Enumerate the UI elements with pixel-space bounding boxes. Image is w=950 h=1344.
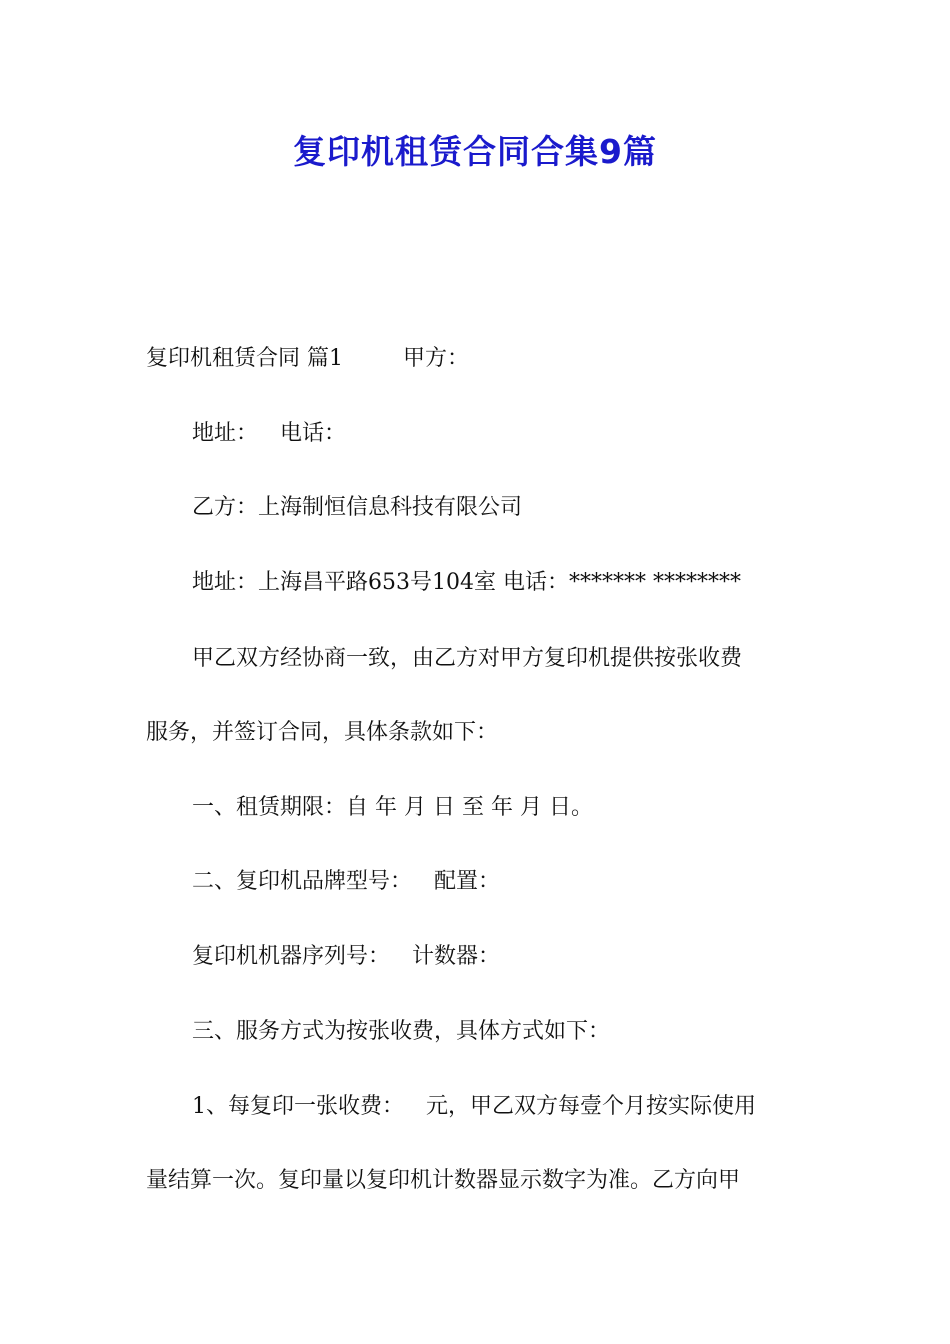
party-a-label: 甲方： bbox=[403, 346, 470, 371]
serial-number-label: 复印机机器序列号： bbox=[192, 944, 391, 969]
paragraph-intro: 甲乙双方经协商一致，由乙方对甲方复印机提供按张收费 bbox=[192, 646, 743, 671]
counter-label: 计数器： bbox=[412, 944, 501, 969]
configuration-label: 配置： bbox=[434, 869, 501, 894]
clause-brand-model bbox=[192, 867, 826, 897]
address-label: 地址： bbox=[192, 421, 259, 446]
party-b-line: 乙方：上海制恒信息科技有限公司 bbox=[192, 495, 523, 520]
contract-heading-line bbox=[146, 344, 826, 374]
fee-text: 元，甲乙双方每壹个月按实际使用 bbox=[426, 1094, 757, 1119]
contract-number-label: 复印机租赁合同 篇1 bbox=[146, 346, 343, 371]
document-title: 复印机租赁合同合集9篇 bbox=[293, 132, 657, 171]
phone-label: 电话： bbox=[280, 421, 347, 446]
clause-service-method: 三、服务方式为按张收费，具体方式如下： bbox=[192, 1019, 611, 1044]
brand-model-label: 二、复印机品牌型号： bbox=[192, 869, 413, 894]
clause-lease-term: 一、租赁期限：自 年 月 日 至 年 月 日。 bbox=[192, 795, 593, 820]
clause-fee-per-copy bbox=[192, 1092, 826, 1122]
clause-fee-cont: 量结算一次。复印量以复印机计数器显示数字为准。乙方向甲 bbox=[146, 1168, 741, 1193]
fee-label: 1、每复印一张收费： bbox=[192, 1094, 404, 1119]
paragraph-intro-cont: 服务，并签订合同，具体条款如下： bbox=[146, 720, 499, 745]
clause-serial-number bbox=[192, 942, 826, 972]
party-b-address-line: 地址：上海昌平路653号104室 电话：******* ******** bbox=[192, 570, 741, 595]
party-a-address-line bbox=[192, 419, 826, 449]
